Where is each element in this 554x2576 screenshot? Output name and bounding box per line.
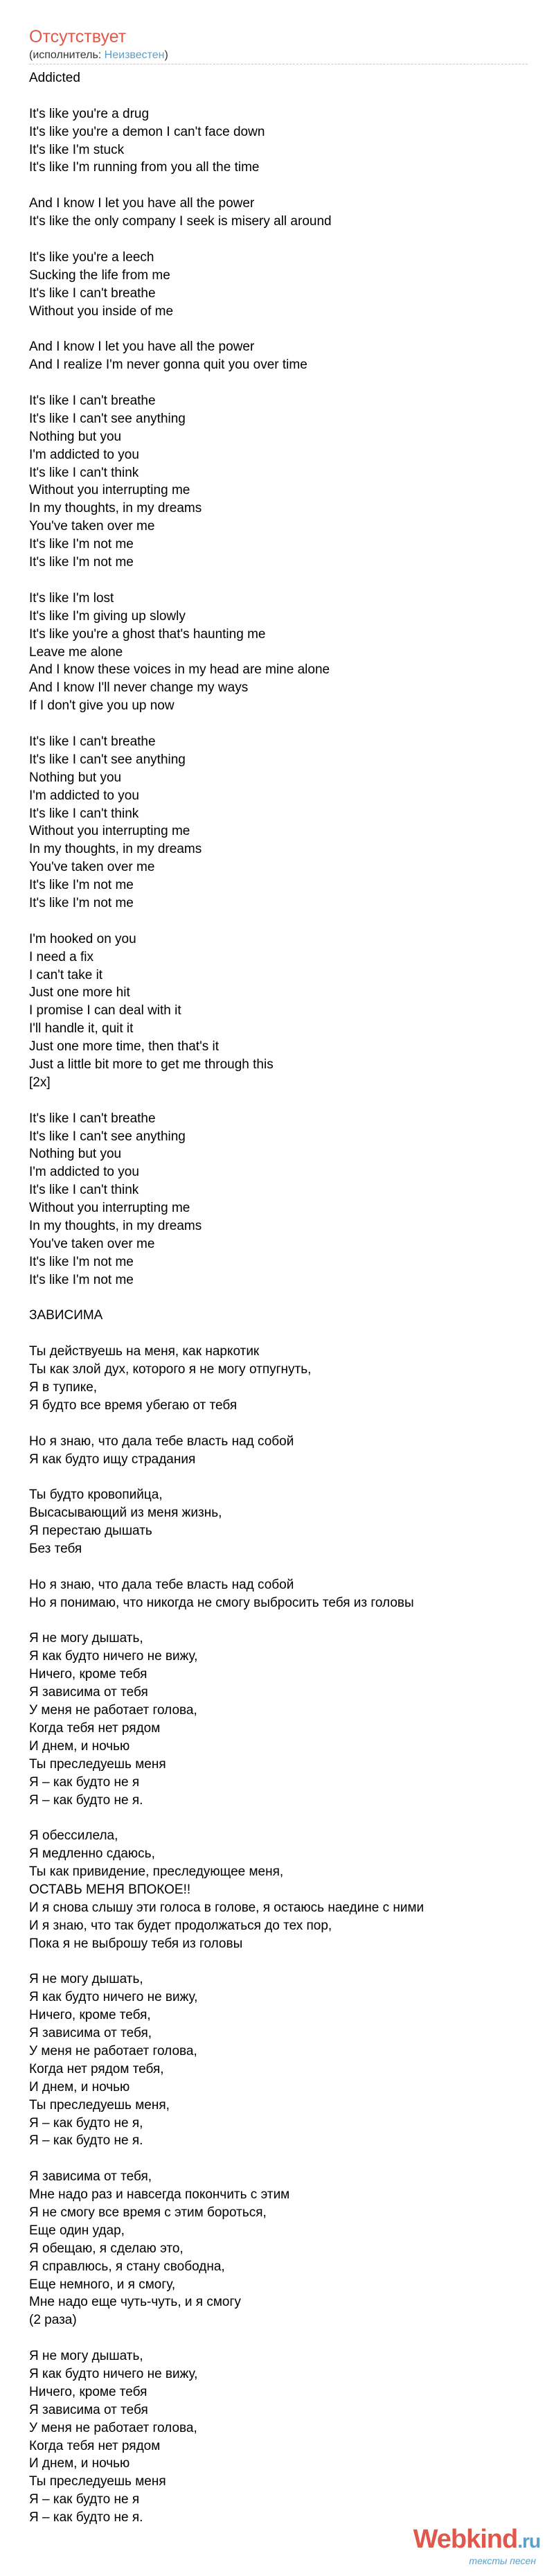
lyric-blank-line — [29, 912, 528, 930]
lyric-line: Я не могу дышать, — [29, 1631, 143, 1646]
lyric-line: ЗАВИСИМА — [29, 1308, 103, 1323]
lyric-line: Without you interrupting me — [29, 1201, 190, 1216]
lyric-line: Я – как будто не я, — [29, 2115, 143, 2131]
lyric-line: Я в тупике, — [29, 1380, 98, 1395]
lyric-line: [2x] — [29, 1075, 51, 1090]
lyric-line: Я зависима от тебя, — [29, 2026, 152, 2041]
lyric-line: Я зависима от тебя, — [29, 2169, 152, 2185]
lyric-line: Мне надо раз и навсегда покончить с этим — [29, 2187, 290, 2203]
song-header — [29, 26, 528, 62]
lyric-line: И я знаю, что так будет продолжаться до тех пор, — [29, 1918, 332, 1933]
lyric-line: Sucking the life from me — [29, 267, 170, 283]
lyric-line: Ничего, кроме тебя, — [29, 2008, 151, 2023]
lyric-line: I promise I can deal with it — [29, 1003, 181, 1018]
lyric-blank-line — [29, 572, 528, 590]
lyric-line: It's like you're a leech — [29, 249, 154, 265]
lyric-line: И я снова слышу эти голоса в голове, я остаюсь наедине с ними — [29, 1900, 425, 1915]
lyric-line: I need a fix — [29, 949, 93, 964]
lyrics-body — [29, 69, 528, 2527]
lyric-line: У меня не работает голова, — [29, 2420, 197, 2435]
logo-main: Webkind — [413, 2525, 518, 2554]
lyric-line: Nothing but you — [29, 429, 122, 444]
lyric-blank-line — [29, 177, 528, 195]
lyric-line: Ты будто кровопийца, — [29, 1488, 163, 1503]
lyric-line: Without you interrupting me — [29, 483, 190, 498]
lyric-line: In my thoughts, in my dreams — [29, 1219, 202, 1233]
lyric-line: I can't take it — [29, 967, 103, 982]
lyric-line: Ничего, кроме тебя — [29, 1667, 148, 1682]
lyric-line: And I know I'll never change my ways — [29, 680, 249, 696]
lyric-line: In my thoughts, in my dreams — [29, 842, 202, 857]
lyric-line: Nothing but you — [29, 770, 122, 785]
lyric-line: It's like you're a ghost that's haunting me — [29, 626, 266, 642]
lyric-line: Ты преследуешь меня — [29, 2474, 166, 2489]
lyric-line: Addicted — [29, 71, 80, 85]
lyric-line: I'm addicted to you — [29, 1165, 139, 1180]
lyric-blank-line — [29, 1289, 528, 1307]
lyric-line: It's like I'm not me — [29, 878, 134, 893]
lyric-line: Я обещаю, я сделаю это, — [29, 2241, 184, 2256]
lyric-line: Я зависима от тебя — [29, 1685, 148, 1700]
lyric-line: Ты действуешь на меня, как наркотик — [29, 1344, 260, 1359]
lyric-blank-line — [29, 2150, 528, 2168]
lyric-line: Just a little bit more to get me through this — [29, 1057, 274, 1072]
lyric-line: И днем, и ночью — [29, 2456, 130, 2471]
lyric-line: It's like the only company I seek is misery all around — [29, 214, 332, 229]
lyric-line: You've taken over me — [29, 1236, 155, 1251]
lyric-line: Ты как злой дух, которого я не могу отпугнуть, — [29, 1362, 312, 1377]
lyric-line: Я как будто ничего не вижу, — [29, 1649, 198, 1664]
lyric-line: Когда тебя нет рядом — [29, 1720, 161, 1736]
lyric-line: It's like I can't breathe — [29, 394, 156, 409]
lyric-line: I'll handle it, quit it — [29, 1021, 134, 1036]
lyric-line: Я как будто ничего не вижу, — [29, 2367, 198, 2381]
lyric-line: Ты как привидение, преследующее меня, — [29, 1864, 284, 1880]
lyric-line: It's like I'm not me — [29, 555, 134, 570]
lyric-line: It's like I can't see anything — [29, 411, 186, 426]
lyric-line: It's like I'm running from you all the time — [29, 160, 260, 175]
lyric-line: Я – как будто не я. — [29, 1792, 143, 1808]
lyric-line: И днем, и ночью — [29, 2079, 130, 2094]
lyric-blank-line — [29, 1612, 528, 1630]
lyric-line: Еще один удар, — [29, 2223, 125, 2238]
lyric-blank-line — [29, 1092, 528, 1110]
lyric-line: Without you interrupting me — [29, 824, 190, 839]
lyric-line: It's like I can't breathe — [29, 285, 156, 301]
lyric-line: Но я понимаю, что никогда не смогу выбросить тебя из головы — [29, 1595, 414, 1610]
lyric-line: ОСТАВЬ МЕНЯ ВПОКОЕ!! — [29, 1882, 191, 1897]
lyric-line: (2 раза) — [29, 2313, 77, 2328]
lyric-line: It's like you're a demon I can't face down — [29, 124, 265, 139]
lyric-line: It's like I'm not me — [29, 1254, 134, 1269]
lyric-line: Я не могу дышать, — [29, 1972, 143, 1987]
lyric-line: Я не могу дышать, — [29, 2349, 143, 2364]
lyric-line: It's like I can't breathe — [29, 734, 156, 749]
song-title: Отсутствует — [29, 27, 127, 46]
lyric-line: It's like I'm lost — [29, 590, 114, 606]
lyric-blank-line — [29, 1468, 528, 1486]
lyric-blank-line — [29, 1953, 528, 1971]
lyric-line: Just one more time, then that's it — [29, 1039, 219, 1055]
lyric-line: I'm addicted to you — [29, 788, 139, 803]
lyric-line: Ничего, кроме тебя — [29, 2384, 148, 2399]
logo-suffix: .ru — [517, 2530, 540, 2552]
lyric-line: And I know I let you have all the power — [29, 339, 255, 355]
lyric-line: It's like I'm stuck — [29, 142, 125, 157]
lyric-line: Я – как будто не я — [29, 2492, 140, 2507]
lyric-line: Когда нет рядом тебя, — [29, 2061, 164, 2076]
lyric-blank-line — [29, 1558, 528, 1576]
lyric-line: It's like I can't breathe — [29, 1111, 156, 1126]
lyric-line: It's like I'm not me — [29, 1272, 134, 1287]
lyric-line: And I know these voices in my head are mine alone — [29, 662, 330, 678]
lyric-line: Ты преследуешь меня, — [29, 2097, 170, 2112]
lyric-line: If I don't give you up now — [29, 698, 175, 714]
lyric-line: It's like I can't think — [29, 1183, 139, 1198]
lyric-line: Without you inside of me — [29, 303, 174, 319]
lyric-line: You've taken over me — [29, 860, 155, 875]
lyric-line: I'm addicted to you — [29, 447, 139, 462]
lyric-line: Я – как будто не я — [29, 1774, 140, 1790]
lyric-line: Я перестаю дышать — [29, 1524, 152, 1539]
lyric-line: И днем, и ночью — [29, 1738, 130, 1754]
lyric-line: You've taken over me — [29, 519, 155, 534]
lyric-line: У меня не работает голова, — [29, 1703, 197, 1718]
lyric-blank-line — [29, 1809, 528, 1827]
lyric-line: It's like I can't see anything — [29, 1129, 186, 1144]
lyric-line: Leave me alone — [29, 644, 123, 660]
lyric-line: Я зависима от тебя — [29, 2402, 148, 2417]
lyric-blank-line — [29, 87, 528, 105]
lyric-blank-line — [29, 715, 528, 733]
footer — [0, 2525, 554, 2576]
lyric-line: And I realize I'm never gonna quit you over time — [29, 358, 307, 373]
lyric-blank-line — [29, 2329, 528, 2347]
lyric-line: Но я знаю, что дала тебе власть над собой — [29, 1433, 294, 1449]
lyric-line: Я – как будто не я. — [29, 2133, 143, 2149]
lyric-line: Nothing but you — [29, 1147, 122, 1162]
lyric-line: Я медленно сдаюсь, — [29, 1846, 155, 1862]
lyric-line: Я – как будто не я. — [29, 2510, 143, 2525]
lyric-line: Еще немного, и я смогу, — [29, 2277, 176, 2292]
logo-tagline: тексты песен — [469, 2555, 536, 2566]
lyric-line: It's like I'm not me — [29, 895, 134, 910]
lyric-line: У меня не работает голова, — [29, 2043, 197, 2058]
lyric-line: Когда тебя нет рядом — [29, 2438, 161, 2453]
lyric-line: Я как будто ничего не вижу, — [29, 1990, 198, 2005]
lyric-line: And I know I let you have all the power — [29, 196, 255, 211]
lyric-line: It's like I can't see anything — [29, 752, 186, 767]
lyric-line: Высасывающий из меня жизнь, — [29, 1506, 222, 1521]
lyric-blank-line — [29, 1415, 528, 1433]
lyric-line: Я не смогу все время с этим бороться, — [29, 2205, 267, 2220]
lyric-line: It's like I'm giving up slowly — [29, 608, 186, 624]
subtitle-prefix: (исполнитель: — [29, 49, 105, 61]
lyric-line: It's like I can't think — [29, 465, 139, 480]
site-logo[interactable] — [413, 2525, 540, 2555]
lyric-line: Мне надо еще чуть-чуть, и я смогу — [29, 2295, 241, 2310]
lyric-line: Я справлюсь, я стану свободна, — [29, 2259, 225, 2274]
lyric-blank-line — [29, 374, 528, 392]
subtitle-suffix: ) — [164, 49, 168, 61]
lyric-line: In my thoughts, in my dreams — [29, 501, 202, 516]
lyric-line: Пока я не выброшу тебя из головы — [29, 1936, 243, 1951]
lyric-line: Just one more hit — [29, 985, 130, 1000]
lyric-line: It's like I can't think — [29, 806, 139, 821]
lyric-line: Без тебя — [29, 1542, 82, 1557]
artist-link[interactable]: Неизвестен — [104, 49, 165, 61]
lyric-blank-line — [29, 320, 528, 338]
lyric-blank-line — [29, 231, 528, 249]
lyric-line: Ты преследуешь меня — [29, 1756, 166, 1772]
song-subtitle — [29, 48, 528, 62]
lyric-line: It's like you're a drug — [29, 106, 150, 121]
lyric-line: I'm hooked on you — [29, 931, 136, 946]
lyric-line: Но я знаю, что дала тебе власть над собой — [29, 1577, 294, 1592]
lyric-blank-line — [29, 1325, 528, 1343]
lyric-line: Я как будто ищу страдания — [29, 1452, 196, 1467]
lyric-line: Я будто все время убегаю от тебя — [29, 1397, 238, 1413]
lyric-line: It's like I'm not me — [29, 537, 134, 552]
lyric-line: Я обессилела, — [29, 1828, 118, 1844]
